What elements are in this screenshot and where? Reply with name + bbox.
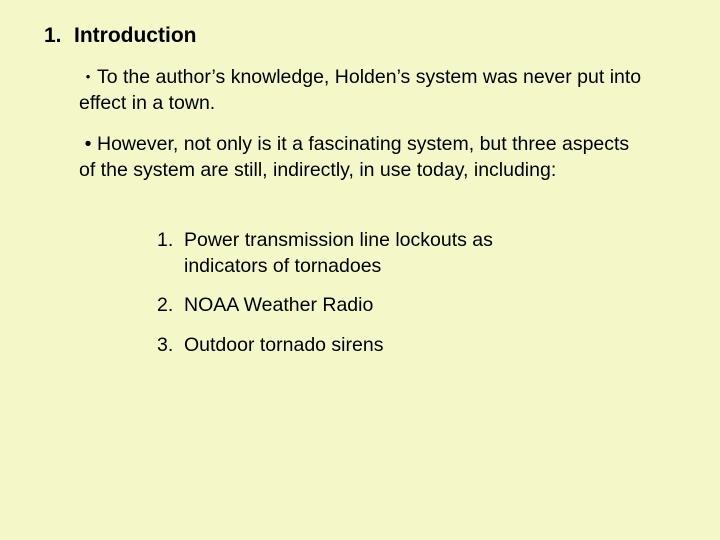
list-item-text: NOAA Weather Radio (184, 294, 374, 316)
bullet-paragraph-1 (79, 64, 649, 116)
section-number: 1. (44, 24, 62, 47)
section-title: Introduction (74, 24, 197, 47)
list-item (157, 332, 577, 358)
slide-title (44, 23, 196, 49)
list-item-text: Power transmission line lockouts as indicators of tornadoes (184, 229, 493, 277)
list-item-text: Outdoor tornado sirens (184, 334, 384, 356)
bullet-paragraph-2 (79, 131, 649, 183)
bullet-text: However, not only is it a fascinating system, but three aspects of the system are still, indirectly, in use today, including: (79, 133, 630, 181)
bullet-icon: • (84, 133, 92, 155)
list-item-number: 1. (157, 229, 174, 251)
list-item-number: 2. (157, 294, 174, 316)
list-item (157, 227, 577, 279)
list-item (157, 292, 577, 318)
bullet-text: To the author’s knowledge, Holden’s system was never put into effect in a town. (79, 66, 642, 114)
bullet-icon: • (85, 69, 91, 84)
list-item-number: 3. (157, 334, 174, 356)
